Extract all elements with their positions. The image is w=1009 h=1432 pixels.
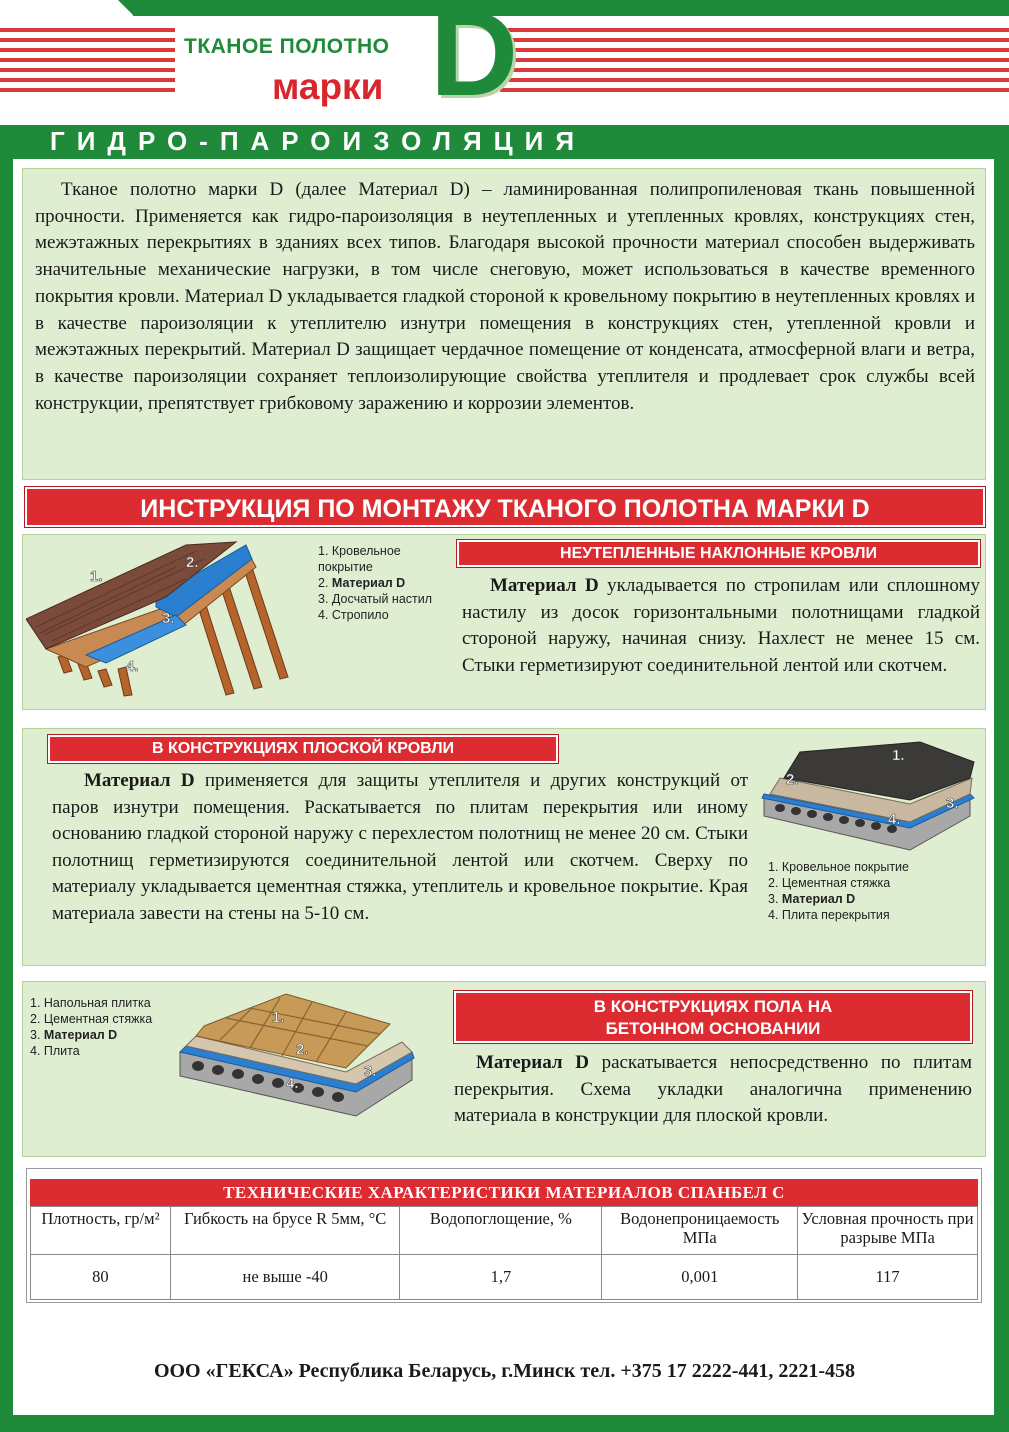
floor-text: Материал D раскатывается непосредственно по плитам перекрытия. Схема укладки аналогична применению материала в конструкции для плоской кровли. (454, 1052, 972, 1126)
floor-banner: В КОНСТРУКЦИЯХ ПОЛА НА БЕТОННОМ ОСНОВАНИИ (454, 991, 972, 1043)
pitched-label-1: 1. (90, 568, 103, 585)
floor-legend-item: 2. Цементная стяжка (30, 1012, 153, 1026)
specs-header-row (31, 1207, 978, 1255)
header-accent-bar (133, 0, 1009, 16)
pitched-roof-illustration (26, 537, 308, 697)
flat-legend-item: 3. Материал D (768, 892, 856, 906)
floor-label-4: 4. (286, 1075, 299, 1092)
pitched-legend-item: 1. Кровельное покрытие (318, 544, 401, 574)
intro-text: Тканое полотно марки D (далее Материал D) – ламинированная полипропиленовая ткань повышенной прочности. Применяется как гидро-пароизоляция в неутепленных и утепленных кровлях, конструкциях стен, межэтажных перекрытиях в зданиях всех типов. Благодаря высокой прочности материал способен выдерживать значительные механические нагрузки, в том числе снеговую, может использоваться в качестве временного покрытия кровли. Материал D укладывается гладкой стороной к кровельному покрытию в неутепленных кровлях и в качестве пароизоляции к утеплителю изнутри помещения в конструкциях стен, утепленной кровли и межэтажных перекрытий. Материал D защищает чердачное помещение от конденсата, атмосферной влаги и ветра, в качестве пароизоляции сохраняет теплоизолирующие свойства утеплителя и продлевает срок службы всей конструкции, препятствует грибковому заражению и коррозии элементов. (35, 179, 975, 414)
floor-legend-item: 1. Напольная плитка (30, 996, 151, 1010)
specs-header-cell: Плотность, гр/м² (31, 1207, 171, 1255)
flat-legend-item: 4. Плита перекрытия (768, 908, 890, 922)
intro-panel (22, 168, 986, 480)
pitched-label-2: 2. (186, 554, 199, 571)
instruction-title: ИНСТРУКЦИЯ ПО МОНТАЖУ ТКАНОГО ПОЛОТНА МАРКИ D (25, 487, 985, 527)
floor-label-3: 3. (364, 1063, 377, 1080)
company-contacts: ООО «ГЕКСА» Республика Беларусь, г.Минск тел. +375 17 2222-441, 2221-458 (153, 1360, 856, 1382)
page-header (0, 0, 1009, 125)
flat-legend-item: 2. Цементная стяжка (768, 876, 891, 890)
pitched-legend-item: 3. Досчатый настил (318, 592, 433, 606)
specs-header-cell: Условная прочность при разрыве МПа (798, 1207, 978, 1255)
specs-value-cell: 1,7 (400, 1255, 602, 1300)
flat-label-4: 4. (888, 811, 901, 828)
specs-header-cell: Водопоглощение, % (400, 1207, 602, 1255)
product-title-line1: ТКАНОЕ ПОЛОТНО (184, 35, 390, 58)
floor-legend (30, 995, 180, 1059)
product-grade-letter: D (430, 0, 519, 121)
specs-header-cell: Водонепроницаемость МПа (602, 1207, 798, 1255)
flat-roof-illustration (760, 738, 976, 856)
floor-label-1: 1. (272, 1009, 285, 1026)
flat-label-3: 3. (946, 795, 959, 812)
floor-legend-item: 3. Материал D (30, 1028, 118, 1042)
pitched-roof-text: Материал D укладывается по стропилам или сплошному настилу из досок горизонтальными полотнищами гладкой стороной наружу, начиная снизу. Нахлест не менее 15 см. Стыки герметизируют соединительной лентой или скотчем. (462, 575, 980, 676)
product-title-line2: марки (272, 66, 384, 107)
pitched-roof-banner: НЕУТЕПЛЕННЫЕ НАКЛОННЫЕ КРОВЛИ (457, 540, 980, 567)
specs-value-cell: 117 (798, 1255, 978, 1300)
section-title: ГИДРО-ПАРОИЗОЛЯЦИЯ (50, 126, 587, 156)
specs-header-cell: Гибкость на брусе R 5мм, °С (170, 1207, 400, 1255)
specs-value-row (31, 1255, 978, 1300)
specs-value-cell: 0,001 (602, 1255, 798, 1300)
floor-illustration (176, 990, 416, 1140)
header-stripes-right (500, 24, 1009, 100)
pitched-label-3: 3. (162, 610, 175, 627)
flat-legend-item: 1. Кровельное покрытие (768, 860, 909, 874)
floor-label-2: 2. (296, 1041, 309, 1058)
pitched-legend-item: 2. Материал D (318, 576, 406, 590)
flat-label-1: 1. (892, 747, 905, 764)
header-accent-corner (118, 0, 134, 16)
flat-label-2: 2. (786, 771, 799, 788)
header-stripes-left (0, 24, 175, 100)
specs-value-cell: 80 (31, 1255, 171, 1300)
pitched-label-4: 4. (126, 658, 139, 675)
flat-roof-banner: В КОНСТРУКЦИЯХ ПЛОСКОЙ КРОВЛИ (48, 735, 558, 763)
pitched-legend-item: 4. Стропило (318, 608, 389, 622)
floor-legend-item: 4. Плита (30, 1044, 80, 1058)
specs-value-cell: не выше -40 (170, 1255, 400, 1300)
flat-roof-text: Материал D применяется для защиты утеплителя и других конструкций от паров изнутри помещения. Раскатывается по плитам перекрытия или иному основанию гладкой стороной наружу с перехлестом полотнищ не менее 20 см. Стыки полотнищ герметизируются соединительной лентой или скотчем. Сверху по материалу укладывается цементная стяжка, утеплитель и кровельное покрытие. Края материала завести на стены на 5-10 см. (52, 770, 748, 924)
specs-title: ТЕХНИЧЕСКИЕ ХАРАКТЕРИСТИКИ МАТЕРИАЛОВ СПАНБЕЛ С (30, 1179, 978, 1206)
specs-table (30, 1206, 978, 1300)
flat-legend (768, 859, 978, 923)
pitched-legend (318, 543, 458, 623)
